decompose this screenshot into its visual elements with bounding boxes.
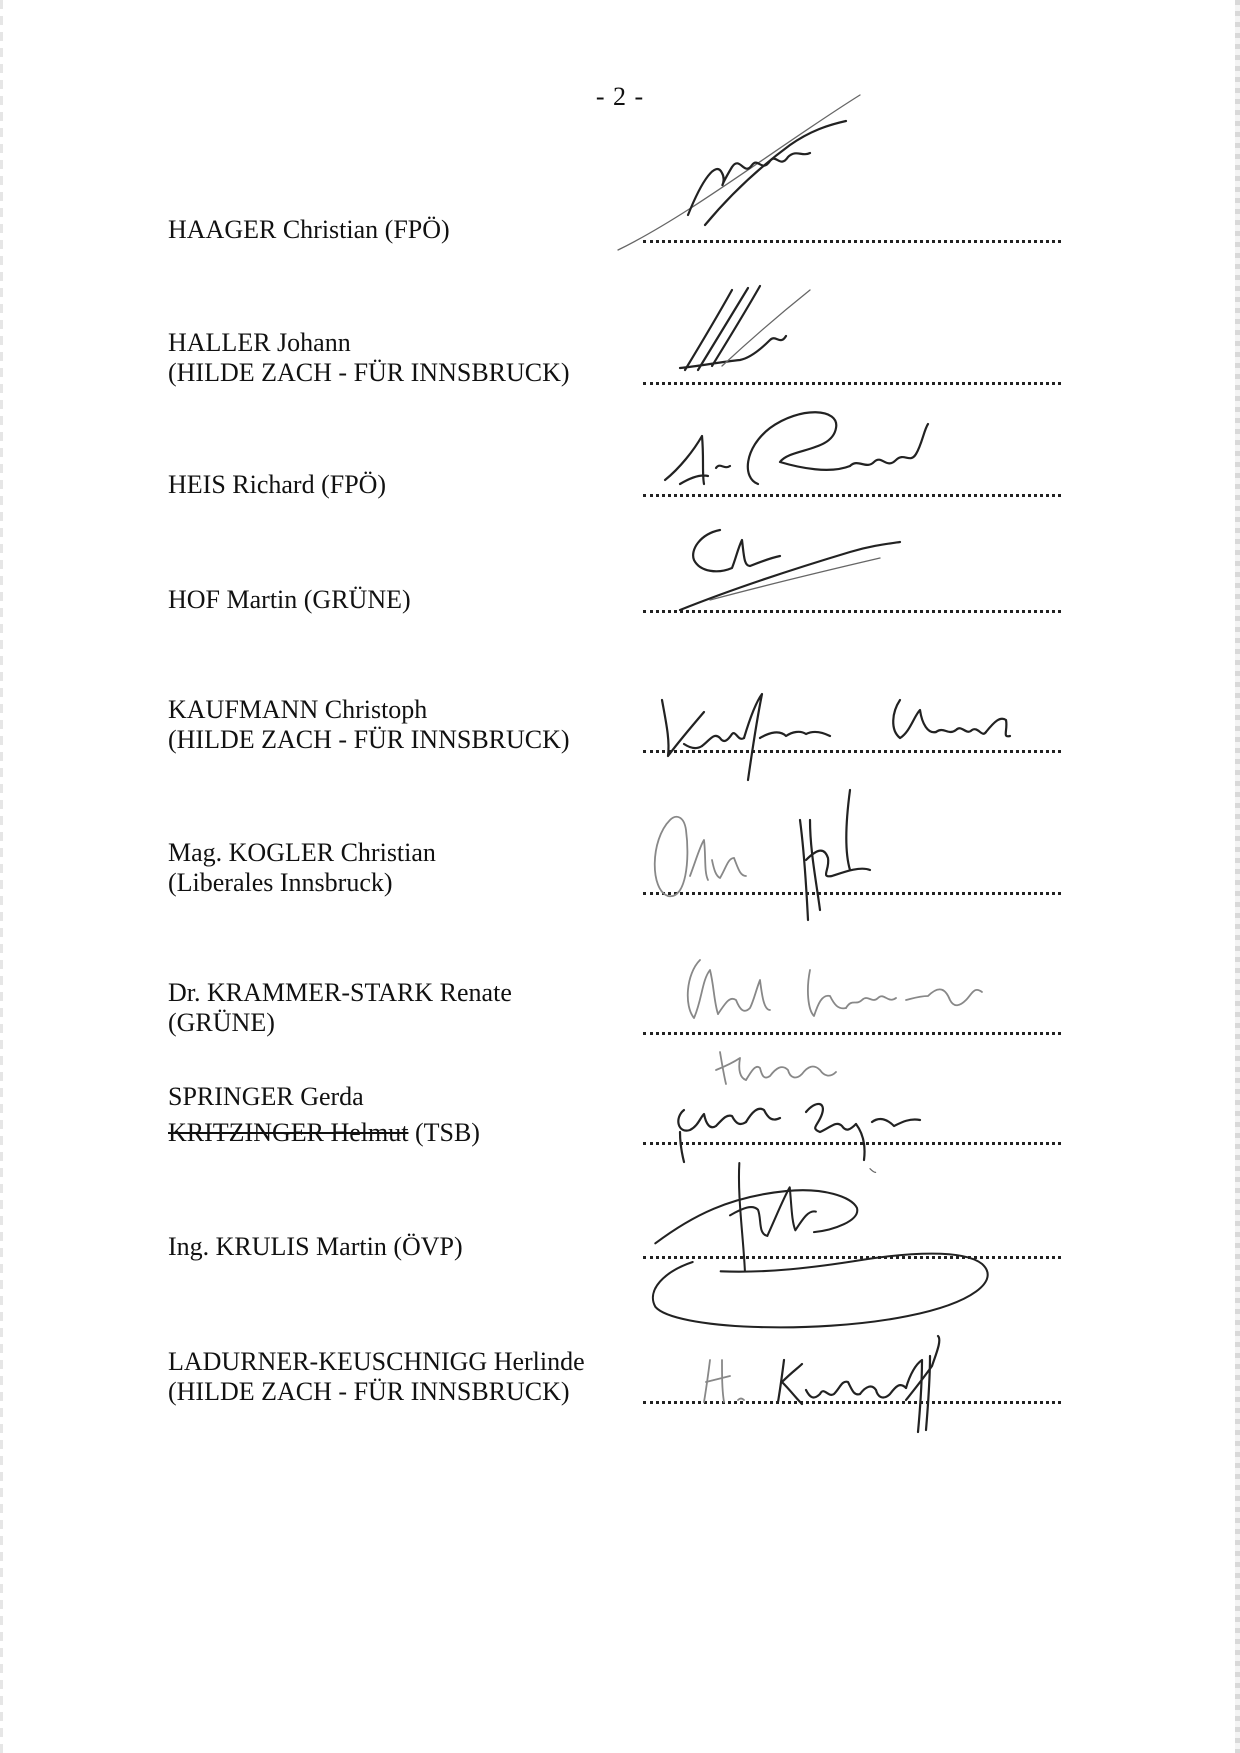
member-name: HEIS Richard (FPÖ) [168,470,387,499]
member-party: (Liberales Innsbruck) [168,868,393,897]
handwritten-signature-ladurner-keuschnigg-icon [610,1320,1130,1460]
member-name: Mag. KOGLER Christian [168,838,436,867]
member-name: Ing. KRULIS Martin (ÖVP) [168,1232,463,1261]
member-name: LADURNER-KEUSCHNIGG Herlinde [168,1347,585,1376]
member-party: (TSB) [408,1118,480,1147]
handwritten-signature-haager-icon [610,85,1130,225]
member-party: (GRÜNE) [168,1008,275,1037]
member-name: KAUFMANN Christoph [168,695,428,724]
handwritten-signature-hof-icon [610,500,1130,640]
page-number: - 2 - [595,82,645,111]
member-party: (HILDE ZACH - FÜR INNSBRUCK) [168,358,570,387]
handwritten-signature-krulis-icon [610,1150,1130,1290]
member-party: (HILDE ZACH - FÜR INNSBRUCK) [168,725,570,754]
scan-edge-left [0,0,3,1753]
member-name: SPRINGER Gerda [168,1082,364,1111]
signature-line [643,240,1061,243]
handwritten-signature-kogler-icon [610,780,1130,920]
member-party: (HILDE ZACH - FÜR INNSBRUCK) [168,1377,570,1406]
member-name: Dr. KRAMMER-STARK Renate [168,978,512,1007]
member-name: HALLER Johann [168,328,351,357]
member-name-replacement [168,1118,480,1148]
handwritten-signature-kaufmann-icon [610,660,1130,800]
member-name: HAAGER Christian (FPÖ) [168,215,450,244]
struck-member-name: KRITZINGER Helmut [168,1118,409,1147]
member-name: HOF Martin (GRÜNE) [168,585,411,614]
scan-edge-right [1235,0,1240,1753]
